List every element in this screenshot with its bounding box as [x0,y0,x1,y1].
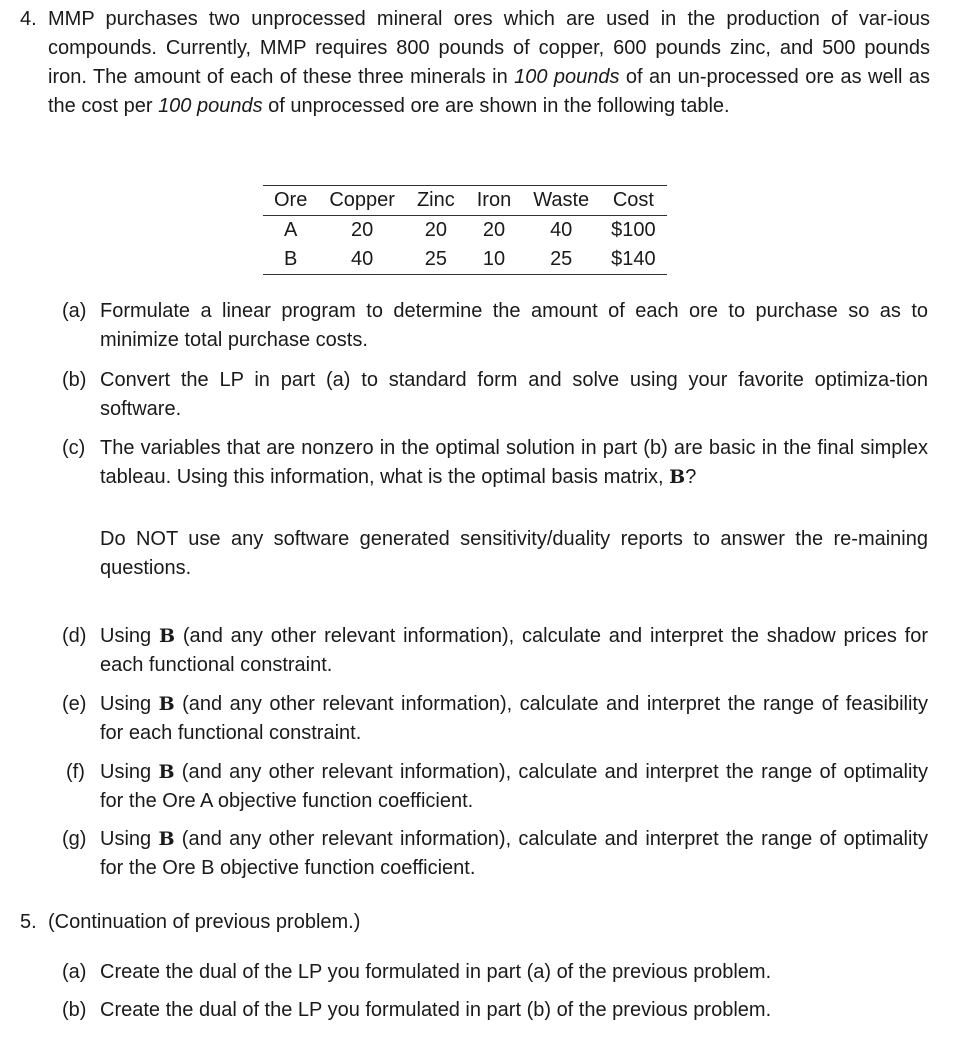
part-text-span: (and any other relevant information), calculate and interpret the range of feasibility for each functional constraint. [100,693,928,744]
table-header: Ore [263,186,318,216]
basis-matrix-symbol: B [158,828,175,850]
problem-4-number: 4. [20,8,37,30]
part-text [100,434,928,492]
part-label: (b) [62,369,87,391]
part-text-span: ? [685,466,697,488]
part-label: (b) [62,999,87,1021]
problem-4-intro [48,5,930,121]
basis-matrix-symbol: B [158,625,176,647]
table-cell: $140 [600,245,667,275]
intro-text: of an un-processed ore as well as the cost per [48,66,931,117]
part-text-span: (and any other relevant information), calculate and interpret the range of optimality for the Ore B objective function coefficient. [100,828,928,879]
table-cell: 25 [522,245,600,275]
basis-matrix-symbol: B [158,693,175,715]
table-header: Zinc [406,186,466,216]
intro-text: of unprocessed ore are shown in the following table. [262,95,730,117]
table-row [263,216,667,246]
table-header-row [263,186,667,216]
part-text: Formulate a linear program to determine the amount of each ore to purchase so as to minimize total purchase costs. [100,300,928,351]
intro-emphasis: 100 pounds [158,95,263,117]
ore-table [263,185,667,275]
table-cell: 40 [550,219,573,241]
part-label: (f) [66,761,85,783]
problem-5-intro: (Continuation of previous problem.) [48,911,361,933]
problem-5-part-a [62,958,928,987]
part-text-span: Using [100,828,159,850]
part-text-span: The variables that are nonzero in the optimal solution in part (b) are basic in the final simplex tableau. Using this information, what is the optimal basis matrix, [100,437,928,488]
table-header: Cost [600,186,667,216]
part-label: (e) [62,693,87,715]
problem-4-part-g [62,825,928,883]
table-header: Iron [466,186,522,216]
part-text [100,825,928,883]
problem-4 [20,5,930,121]
part-text-span: (and any other relevant information), calculate and interpret the shadow prices for each functional constraint. [100,625,928,676]
part-label: (a) [62,300,87,322]
table-cell: $100 [611,219,656,241]
table-header: Waste [522,186,600,216]
instruction-note: Do NOT use any software generated sensitivity/duality reports to answer the re-maining questions. [100,528,928,579]
problem-4-part-c [62,434,928,492]
part-label: (a) [62,961,87,983]
problem-4-part-b [62,366,928,424]
part-text: Create the dual of the LP you formulated in part (a) of the previous problem. [100,961,772,983]
part-text [100,622,928,680]
table-row [263,245,667,275]
part-text-span: Using [100,761,159,783]
table-cell: 20 [351,219,374,241]
table-cell: 40 [318,245,406,275]
problem-5-number: 5. [20,911,37,933]
table-cell: A [284,219,298,241]
intro-text: MMP purchases two unprocessed mineral ores which are used in the production of var-ious compounds. Currently, MMP requires 800 pounds of copper, 600 pounds zinc, and 500 pounds iron. The amount of each of these three minerals in [48,8,930,88]
table-cell: 10 [466,245,522,275]
part-text-span: Using [100,693,159,715]
problem-5 [20,908,930,937]
problem-4-part-f [62,758,928,816]
part-text: Create the dual of the LP you formulated in part (b) of the previous problem. [100,999,772,1021]
problem-4-part-a [62,297,928,355]
intro-emphasis: 100 pounds [514,66,620,88]
problem-4-part-d [62,622,928,680]
part-label: (c) [62,437,86,459]
table-cell: 20 [424,219,447,241]
part-text: Convert the LP in part (a) to standard form and solve using your favorite optimiza-tion software. [100,369,928,420]
part-label: (g) [62,828,87,850]
part-text [100,758,928,816]
table-header: Copper [318,186,406,216]
basis-matrix-symbol: B [669,466,686,488]
table-cell: 25 [406,245,466,275]
basis-matrix-symbol: B [158,761,175,783]
problem-4-part-e [62,690,928,748]
part-text [100,690,928,748]
problem-5-part-b [62,996,928,1025]
table-cell: 20 [482,219,506,241]
table-cell: B [263,245,318,275]
part-text-span: Using [100,625,159,647]
part-label: (d) [62,625,87,647]
part-text-span: (and any other relevant information), calculate and interpret the range of optimality for the Ore A objective function coefficient. [100,761,928,812]
